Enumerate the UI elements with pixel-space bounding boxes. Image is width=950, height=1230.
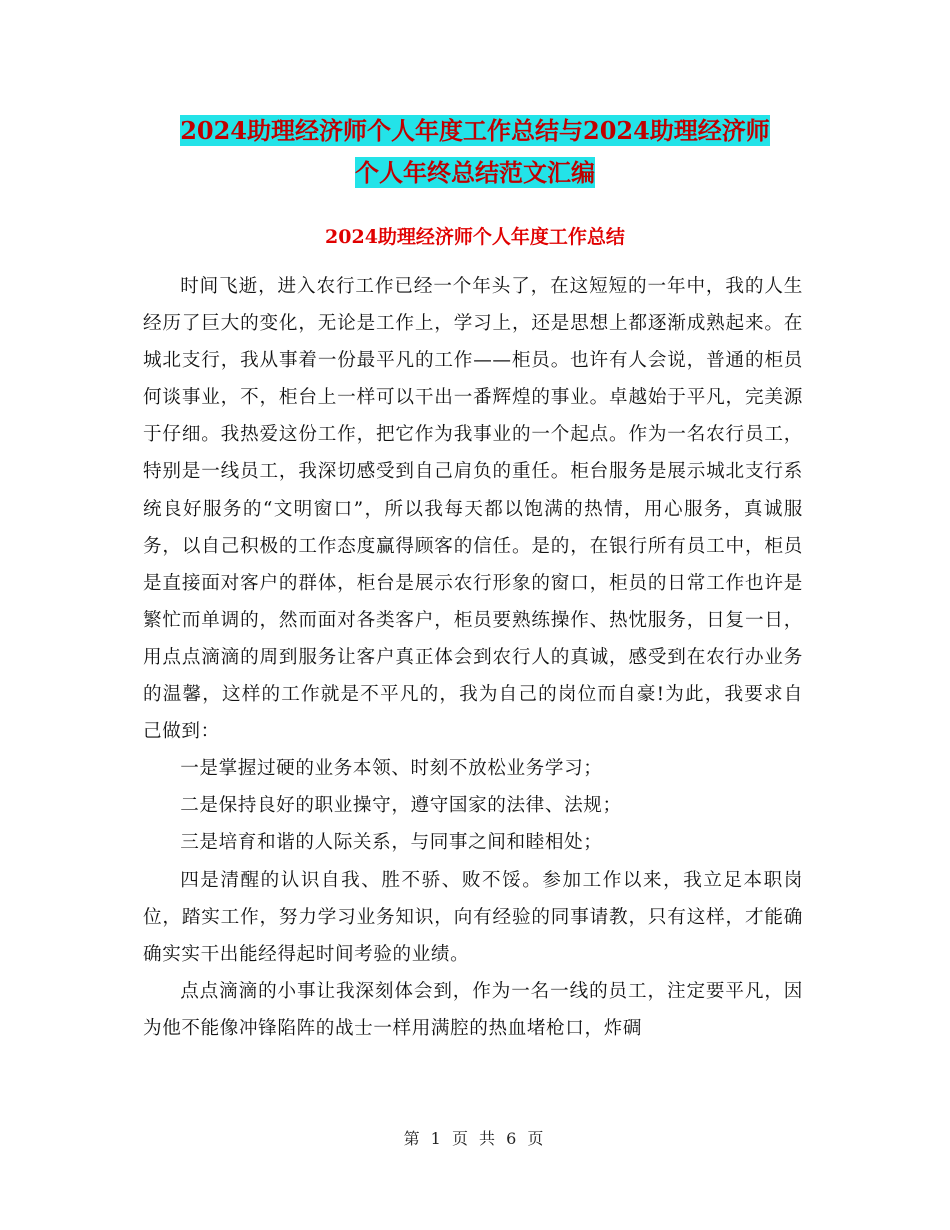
document-title-line-1 bbox=[0, 114, 950, 148]
paragraph-5: 四是清醒的认识自我、胜不骄、败不馁。参加工作以来，我立足本职岗位，踏实工作，努力学习业务知识，向有经验的同事请教，只有这样，才能确确实实干出能经得起时间考验的业绩。 bbox=[143, 869, 803, 965]
paragraph-6: 点点滴滴的小事让我深刻体会到，作为一名一线的员工，注定要平凡，因为他不能像冲锋陷阵的战士一样用满腔的热血堵枪口，炸碉 bbox=[143, 980, 803, 1039]
paragraph-2: 一是掌握过硬的业务本领、时刻不放松业务学习； bbox=[180, 758, 603, 780]
title-highlight-1: 2024助理经济师个人年度工作总结与2024助理经济师 bbox=[180, 116, 770, 145]
body-text bbox=[143, 268, 803, 1047]
paragraph-3: 二是保持良好的职业操守，遵守国家的法律、法规； bbox=[180, 795, 622, 817]
title-highlight-2: 个人年终总结范文汇编 bbox=[355, 158, 595, 187]
document-title-line-2 bbox=[0, 156, 950, 190]
page-number-footer: 第 1 页 共 6 页 bbox=[403, 1129, 547, 1148]
section-title: 2024助理经济师个人年度工作总结 bbox=[325, 226, 625, 248]
paragraph-4: 三是培育和谐的人际关系，与同事之间和睦相处； bbox=[180, 832, 603, 854]
paragraph-1: 时间飞逝，进入农行工作已经一个年头了，在这短短的一年中，我的人生经历了巨大的变化，无论是工作上，学习上，还是思想上都逐渐成熟起来。在城北支行，我从事着一份最平凡的工作——柜员。也许有人会说，普通的柜员何谈事业，不，柜台上一样可以干出一番辉煌的事业。卓越始于平凡，完美源于仔细。我热爱这份工作，把它作为我事业的一个起点。作为一名农行员工，特别是一线员工，我深切感受到自己肩负的重任。柜台服务是展示城北支行系统良好服务的“文明窗口”，所以我每天都以饱满的热情，用心服务，真诚服务，以自己积极的工作态度赢得顾客的信任。是的，在银行所有员工中，柜员是直接面对客户的群体，柜台是展示农行形象的窗口，柜员的日常工作也许是繁忙而单调的，然而面对各类客户，柜员要熟练操作、热忱服务，日复一日，用点点滴滴的周到服务让客户真正体会到农行人的真诚，感受到在农行办业务的温馨，这样的工作就是不平凡的，我为自己的岗位而自豪!为此，我要求自己做到： bbox=[143, 276, 803, 743]
